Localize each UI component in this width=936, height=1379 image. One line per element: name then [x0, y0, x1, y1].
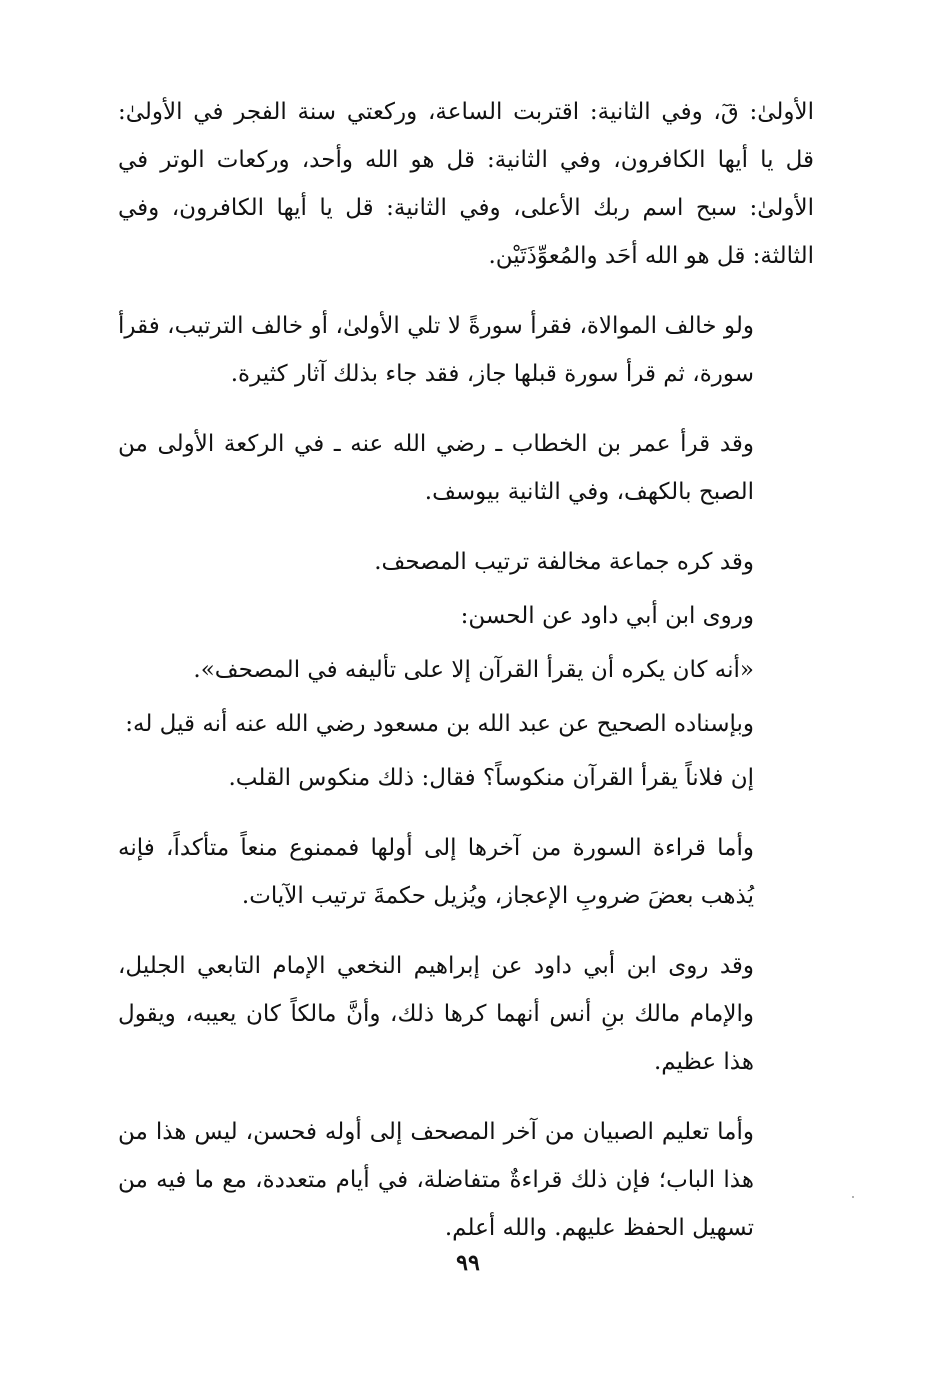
page-body — [118, 88, 814, 1288]
paragraph-3: وقد قرأ عمر بن الخطاب ـ رضي الله عنه ـ في الركعة الأولى من الصبح بالكهف، وفي الثانية بيوسف. — [118, 431, 754, 505]
paragraph-5: وروى ابن أبي داود عن الحسن: — [460, 603, 754, 629]
paragraph-1: الأولىٰ: قٓ، وفي الثانية: اقتربت الساعة، وركعتي سنة الفجر في الأولىٰ: قل يا أيها الكافرون، وفي الثانية: قل هو الله وأحد، وركعات الوتر في الأولىٰ: سبح اسم ربك الأعلى، وفي الثانية: قل يا أيها الكافرون، وفي الثالثة: قل هو الله أحَد والمُعوِّذَتَيْن. — [118, 99, 814, 269]
paragraph-7: وبإسناده الصحيح عن عبد الله بن مسعود رضي الله عنه أنه قيل له: — [125, 711, 754, 737]
scan-speck — [852, 1196, 854, 1198]
paragraph-8: إن فلاناً يقرأ القرآن منكوساً؟ فقال: ذلك منكوس القلب. — [228, 765, 754, 791]
page-number: ٩٩ — [456, 1250, 480, 1276]
paragraph-11: وأما تعليم الصبيان من آخر المصحف إلى أوله فحسن، ليس هذا من هذا الباب؛ فإن ذلك قراءةٌ متفاضلة، في أيام متعددة، مع ما فيه من تسهيل الحفظ عليهم. والله أعلم. — [118, 1119, 754, 1241]
quote-text: «أنه كان يكره أن يقرأ القرآن إلا على تأليفه في المصحف». — [193, 657, 754, 683]
paragraph-2: ولو خالف الموالاة، فقرأ سورةً لا تلي الأولىٰ، أو خالف الترتيب، فقرأ سورة، ثم قرأ سورة قبلها جاز، فقد جاء بذلك آثار كثيرة. — [118, 313, 754, 387]
paragraph-9: وأما قراءة السورة من آخرها إلى أولها فممنوع منعاً متأكداً، فإنه يُذهب بعضَ ضروبِ الإعجاز، ويُزيل حكمةَ ترتيب الآيات. — [118, 835, 754, 909]
paragraph-10: وقد روى ابن أبي داود عن إبراهيم النخعي الإمام التابعي الجليل، والإمام مالك بنِ أنس أنهما كرها ذلك، وأنَّ مالكاً كان يعيبه، ويقول هذا عظيم. — [118, 953, 754, 1075]
paragraph-4: وقد كره جماعة مخالفة ترتيب المصحف. — [374, 549, 754, 575]
